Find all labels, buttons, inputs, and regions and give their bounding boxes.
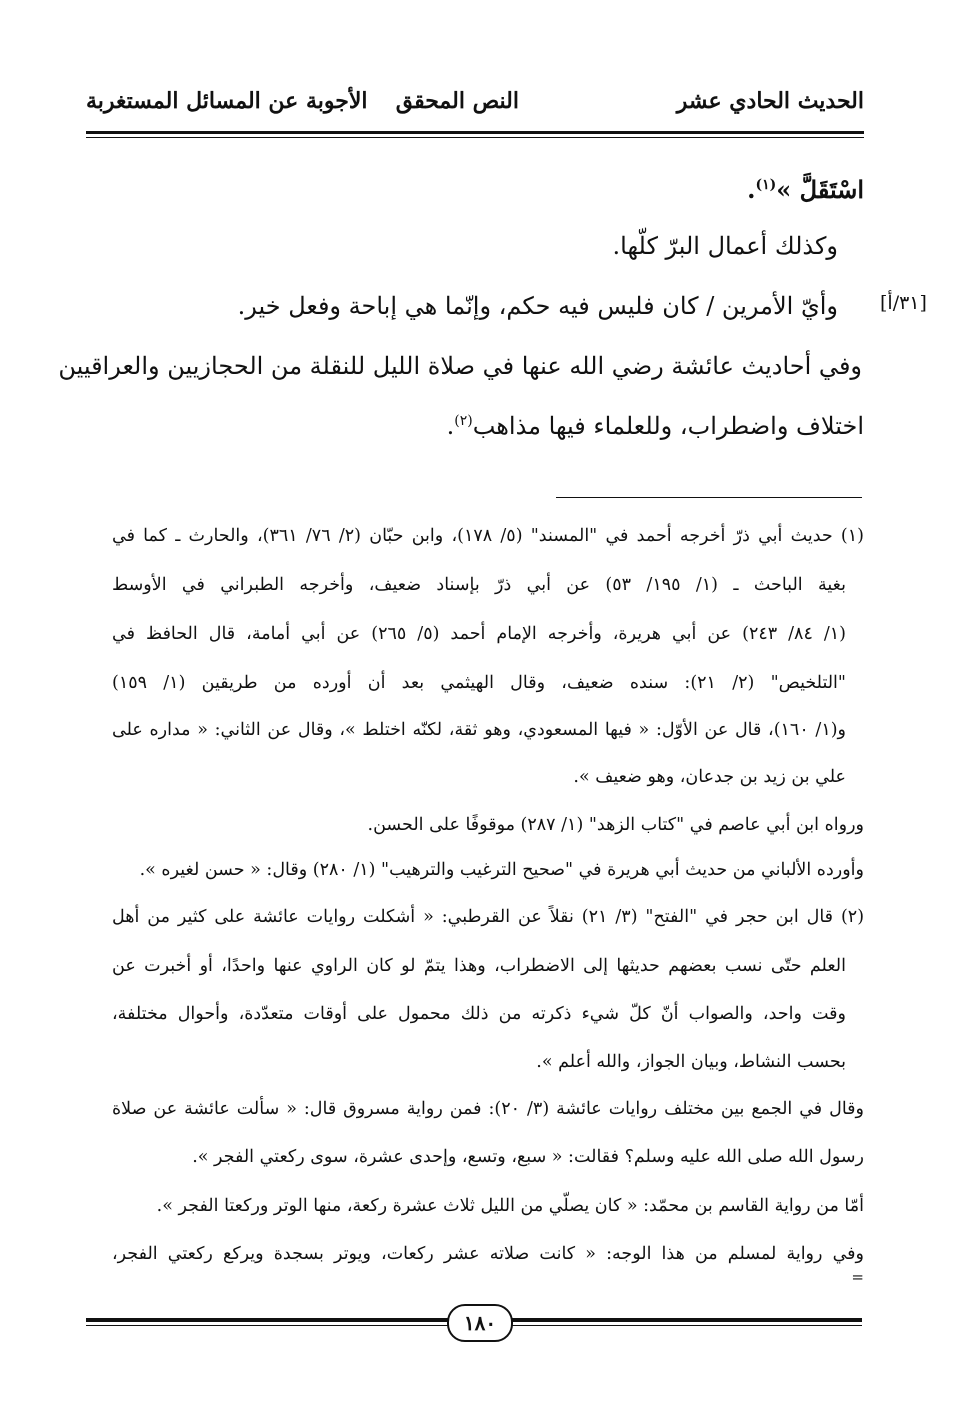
footnote-line: (١) حديث أبي ذرّ أخرجه أحمد في "المسند" (٥/ ١٧٨)، وابن حبّان (٢/ ٧٦/ ٣٦١)، والحارث ـ كما في: [112, 526, 864, 546]
footnote-line: و(١/ ١٦٠)، قال عن الأوّل: « فيها المسعودي، وهو ثقة، لكنّه اختلط »، وقال عن الثاني: « مداره على: [112, 720, 846, 740]
footnote-ref-2[interactable]: (٢): [454, 413, 473, 429]
footer-rule-left-thick: [86, 1318, 449, 1322]
footnote-line: وفي رواية لمسلم من هذا الوجه: « كانت صلاته عشر ركعات، ويوتر بسجدة ويركع ركعتي الفجر،: [112, 1244, 864, 1264]
header-rule-thick: [86, 131, 864, 134]
footnote-ref-1[interactable]: (١): [755, 177, 777, 193]
footnote-separator: [556, 497, 862, 498]
footer-rule-right-thick: [510, 1318, 862, 1322]
footnote-line: وأورده الألباني من حديث أبي هريرة في "صحيح الترغيب والترهيب" (١/ ٢٨٠) وقال: « حسن لغيره ».: [139, 860, 864, 880]
footnote-line: بحسب النشاط، وبيان الجواز، والله أعلم ».: [536, 1052, 846, 1072]
footer-rule-left-thin: [86, 1325, 449, 1326]
footnote-line: (٢) قال ابن حجر في "الفتح" (٣/ ٢١) نقلاً عن القرطبي: « أشكلت روايات عائشة على كثير من أهل: [112, 907, 865, 927]
footnote-line: ورواه ابن أبي عاصم في "كتاب الزهد" (١/ ٢٨٧) موقوفًا على الحسن.: [367, 815, 864, 835]
header-book-title: الأجوبة عن المسائل المستغربة: [86, 88, 368, 114]
running-header: [86, 88, 864, 128]
manuscript-folio-marker: [٣١/أ]: [880, 292, 927, 314]
footnote-line: علي بن زيد بن جدعان، وهو ضعيف ».: [573, 767, 846, 787]
footnote-line: "التلخيص" (٢/ ٢١): سنده ضعيف، وقال الهيثمي بعد أن أورده من طريقين (١/ ١٥٩): [112, 673, 846, 693]
body-line-2: وكذلك أعمال البرّ كلّها.: [612, 232, 838, 260]
footnote-line: وقال في الجمع بين مختلف روايات عائشة (٣/ ٢٠): فمن رواية مسروق قال: « سألت عائشة عن صلاة: [112, 1099, 864, 1119]
header-chapter-title: الحديث الحادي عشر: [676, 88, 864, 114]
page-number: ١٨٠: [447, 1304, 513, 1342]
footnote-line: أمّا من رواية القاسم بن محمّد: « كان يصلّي من الليل ثلاث عشرة ركعة، منها الوتر وركعتا الفجر ».: [156, 1196, 864, 1216]
header-rule-thin: [86, 137, 864, 138]
footnote-line: رسول الله صلى الله عليه وسلم؟ فقالت: « سبع، وتسع، وإحدى عشرة، سوى ركعتي الفجر ».: [192, 1147, 864, 1167]
footnote-line: وقت واحد، والصواب أنّ كلّ شيء ذكرته من ذلك محمول على أوقات متعدّدة، وأحوال مختلفة،: [112, 1004, 846, 1024]
header-section-title: النص المحقق: [395, 88, 519, 114]
body-line-1: اسْتَقَلَّ »$^{(١)}$.: [747, 175, 864, 204]
footer-rule-right-thin: [510, 1325, 862, 1326]
body-line-3: وأيّ الأمرين / كان فليس فيه حكم، وإنّما هي إباحة وفعل خير.: [237, 292, 838, 320]
footnote-line: العلم حتّى نسب بعضهم حديثها إلى الاضطراب، وهذا يتمّ لو كان الراوي عنها واحدًا، أو أخبرت عن: [112, 956, 846, 976]
footnote-line: (١/ ٨٤/ ٢٤٣) عن أبي هريرة، وأخرجه الإمام أحمد (٥/ ٢٦٥) عن أبي أمامة، قال الحافظ في: [112, 624, 846, 644]
continuation-mark: =: [851, 1268, 864, 1286]
body-line-5: اختلاف واضطراب، وللعلماء فيها مذاهب$^{(٢)}$.: [446, 412, 864, 440]
body-line-4: وفي أحاديث عائشة رضي الله عنها في صلاة الليل للنقلة من الحجازيين والعراقيين: [58, 352, 862, 380]
footnote-line: بغية الباحث ـ (١/ ١٩٥/ ٥٣) عن أبي ذرّ بإسناد ضعيف، وأخرجه الطبراني في الأوسط: [112, 575, 846, 595]
